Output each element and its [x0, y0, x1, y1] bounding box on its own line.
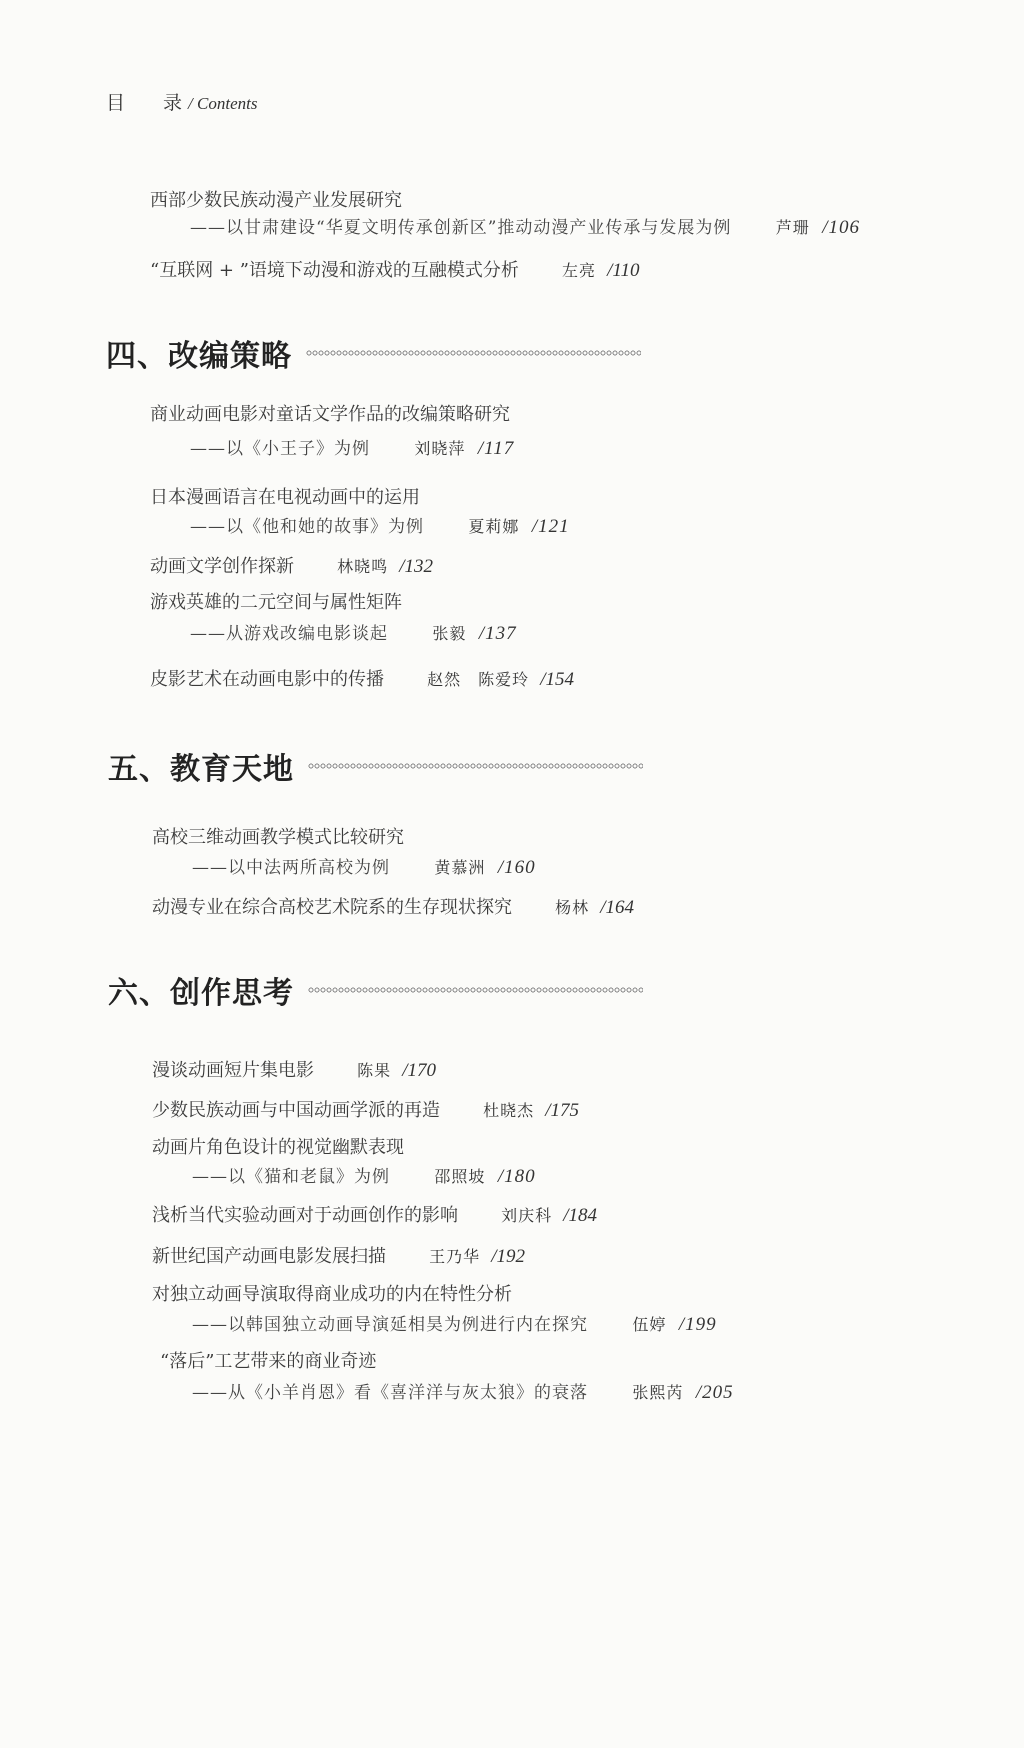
entry-title: “互联网 + ”语境下动漫和游戏的互融模式分析 [150, 260, 519, 281]
entry-title: 日本漫画语言在电视动画中的运用 [150, 487, 420, 508]
entry-page: /117 [477, 438, 515, 459]
entry-title: 动画文学创作探新 [150, 556, 294, 577]
entry-author: 伍婷 [632, 1315, 667, 1334]
entry-page: /175 [545, 1100, 579, 1121]
toc-entry[interactable] [150, 665, 574, 691]
entry-title: “落后”工艺带来的商业奇迹 [160, 1351, 377, 1372]
entry-page: /164 [600, 897, 634, 918]
toc-entry-subline [190, 213, 860, 239]
header-sub: / Contents [188, 94, 258, 113]
entry-page: /132 [399, 556, 433, 577]
entry-page: /180 [497, 1166, 536, 1187]
entry-author: 张熙芮 [632, 1383, 684, 1402]
toc-entry[interactable] [152, 1056, 436, 1082]
entry-page: /170 [402, 1060, 436, 1081]
toc-entry[interactable] [152, 1242, 525, 1268]
entry-author: 芦珊 [775, 218, 810, 237]
entry-subtitle: ——从游戏改编电影谈起 [190, 624, 388, 644]
toc-entry[interactable] [150, 483, 420, 509]
entry-page: /192 [491, 1246, 525, 1267]
entry-author: 王乃华 [429, 1247, 481, 1266]
entry-title: 新世纪国产动画电影发展扫描 [152, 1246, 386, 1267]
section-title: 四、改编策略 [106, 339, 292, 374]
section-title: 五、教育天地 [108, 752, 294, 787]
toc-entry[interactable] [152, 1133, 404, 1159]
toc-entry-subline [192, 1378, 734, 1404]
entry-title: 高校三维动画教学模式比较研究 [152, 827, 404, 848]
toc-entry-subline [190, 619, 517, 645]
entry-author: 黄慕洲 [434, 858, 486, 877]
entry-page: /110 [607, 260, 640, 281]
entry-page: /121 [531, 516, 570, 537]
entry-page: /205 [695, 1382, 734, 1403]
toc-entry[interactable] [152, 1201, 597, 1227]
entry-page: /160 [497, 857, 536, 878]
toc-entry[interactable] [152, 823, 404, 849]
entry-page: /154 [540, 669, 574, 690]
toc-entry[interactable] [150, 186, 402, 212]
toc-entry[interactable] [152, 893, 634, 919]
toc-entry-subline [190, 434, 514, 460]
entry-author: 林晓鸣 [337, 557, 389, 576]
entry-author: 邵照坡 [434, 1167, 486, 1186]
entry-author: 杨林 [555, 898, 590, 917]
entry-author: 夏莉娜 [468, 517, 520, 536]
toc-entry[interactable] [150, 400, 510, 426]
entry-title: 动画片角色设计的视觉幽默表现 [152, 1137, 404, 1158]
section-heading [108, 744, 643, 788]
section-heading [108, 968, 643, 1012]
entry-author: 左亮 [562, 261, 597, 280]
entry-subtitle: ——从《小羊肖恩》看《喜洋洋与灰太狼》的衰落 [192, 1383, 588, 1403]
header-main: 目 录 [106, 92, 199, 114]
toc-entry-subline [190, 512, 570, 538]
entry-subtitle: ——以甘肃建设“华夏文明传承创新区”推动动漫产业传承与发展为例 [190, 218, 732, 238]
entry-title: 皮影艺术在动画电影中的传播 [150, 669, 384, 690]
entry-title: 漫谈动画短片集电影 [152, 1060, 314, 1081]
toc-entry[interactable] [152, 1280, 512, 1306]
toc-entry-subline [192, 1310, 717, 1336]
entry-title: 少数民族动画与中国动画学派的再造 [152, 1100, 440, 1121]
entry-subtitle: ——以韩国独立动画导演延相昊为例进行内在探究 [192, 1315, 588, 1335]
entry-author: 赵然 陈爱玲 [427, 670, 530, 689]
toc-entry-subline [192, 853, 536, 879]
entry-title: 商业动画电影对童话文学作品的改编策略研究 [150, 404, 510, 425]
dotted-rule [306, 349, 641, 357]
dotted-rule [308, 762, 643, 770]
entry-page: /137 [478, 623, 517, 644]
toc-entry[interactable] [150, 552, 433, 578]
running-header [106, 88, 257, 115]
entry-subtitle: ——以《他和她的故事》为例 [190, 517, 424, 537]
entry-page: /184 [563, 1205, 597, 1226]
section-heading [106, 331, 641, 375]
toc-entry[interactable] [152, 1096, 579, 1122]
entry-author: 张毅 [432, 624, 467, 643]
entry-page: /106 [822, 217, 860, 238]
entry-title: 游戏英雄的二元空间与属性矩阵 [150, 592, 402, 613]
entry-title: 动漫专业在综合高校艺术院系的生存现状探究 [152, 897, 512, 918]
toc-entry[interactable] [150, 256, 640, 282]
entry-author: 刘庆科 [501, 1206, 553, 1225]
entry-author: 刘晓萍 [414, 439, 466, 458]
entry-title: 对独立动画导演取得商业成功的内在特性分析 [152, 1284, 512, 1305]
entry-page: /199 [678, 1314, 717, 1335]
entry-subtitle: ——以《猫和老鼠》为例 [192, 1167, 390, 1187]
entry-author: 陈果 [357, 1061, 392, 1080]
entry-subtitle: ——以《小王子》为例 [190, 439, 370, 459]
dotted-rule [308, 986, 643, 994]
toc-entry-subline [192, 1162, 536, 1188]
entry-title: 浅析当代实验动画对于动画创作的影响 [152, 1205, 458, 1226]
entry-subtitle: ——以中法两所高校为例 [192, 858, 390, 878]
entry-title: 西部少数民族动漫产业发展研究 [150, 190, 402, 211]
toc-entry[interactable] [150, 588, 402, 614]
entry-author: 杜晓杰 [483, 1101, 535, 1120]
section-title: 六、创作思考 [108, 976, 294, 1011]
toc-entry[interactable] [160, 1347, 376, 1373]
